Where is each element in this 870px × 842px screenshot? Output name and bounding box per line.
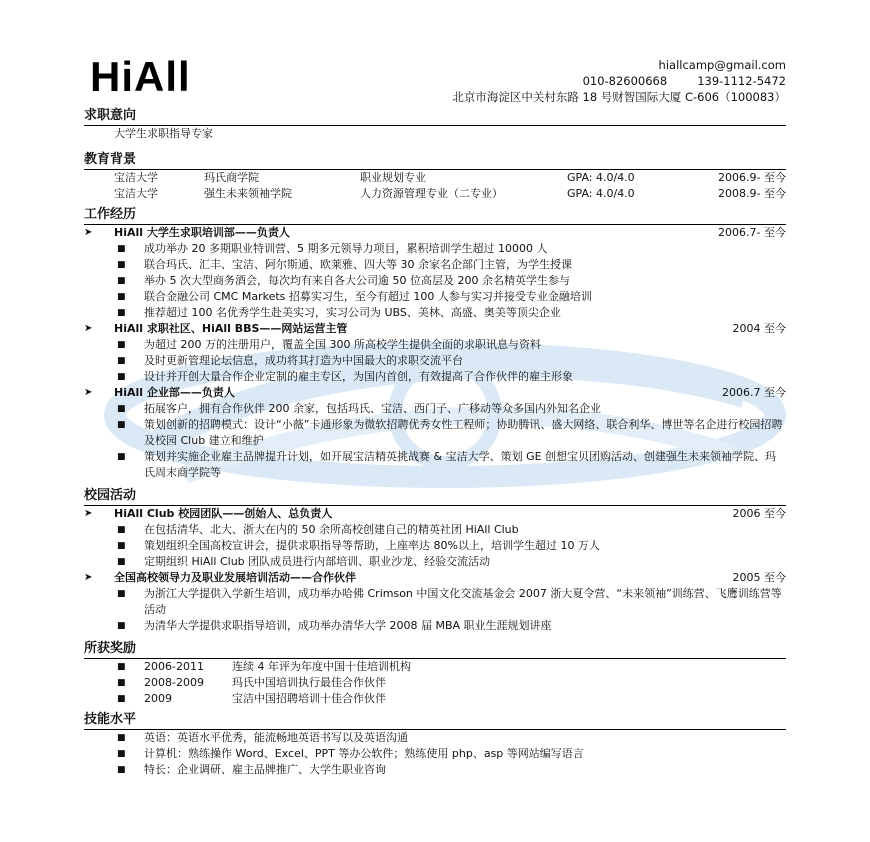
gpa: GPA: 4.0/4.0	[567, 171, 635, 184]
award-row	[84, 659, 786, 675]
phone-mobile: 139-1112-5472	[697, 74, 786, 88]
bullet-dot-icon: ■	[117, 525, 126, 535]
bullet-dot-icon: ■	[117, 260, 126, 270]
list-item	[84, 762, 786, 778]
bullet-dot-icon: ■	[117, 733, 126, 743]
skills-section	[84, 711, 786, 778]
contact-address: 北京市海淀区中关村东路 18 号财智国际大厦 C-606（100083）	[452, 90, 786, 104]
education-row	[84, 186, 786, 202]
phone-office: 010-82600668	[582, 74, 668, 88]
list-item	[84, 586, 786, 618]
campus-section	[84, 487, 786, 634]
item-text: 策划并实施企业雇主品牌提升计划，如开展宝洁精英挑战赛 & 宝洁大学、策划 GE 创想宝贝团购活动、创建强生未来领袖学院、玛氏周末商学院等	[144, 450, 777, 479]
arrow-right-icon: ➤	[84, 508, 93, 519]
education-row	[84, 170, 786, 186]
list-item	[84, 289, 786, 305]
major: 人力资源管理专业（二专业）	[360, 187, 503, 200]
award-row	[84, 691, 786, 707]
list-item	[84, 241, 786, 257]
list-item	[84, 746, 786, 762]
objective-section	[84, 107, 786, 142]
section-title: 教育背景	[84, 151, 786, 170]
list-item	[84, 305, 786, 321]
bullet-dot-icon: ■	[117, 589, 126, 599]
award-years: 2006-2011	[144, 660, 204, 673]
work-section	[84, 206, 786, 481]
bullet-dot-icon: ■	[117, 404, 126, 414]
job-heading	[84, 570, 786, 586]
education-section	[84, 151, 786, 202]
list-item	[84, 449, 786, 481]
job-date: 2006.7 至今	[722, 386, 786, 399]
bullet-dot-icon: ■	[117, 452, 126, 462]
item-text: 特长：企业调研、雇主品牌推广、大学生职业咨询	[144, 763, 386, 776]
award-years: 2008-2009	[144, 676, 204, 689]
job-date: 2004 至今	[732, 322, 786, 335]
bullet-dot-icon: ■	[117, 292, 126, 302]
list-item	[84, 538, 786, 554]
school: 宝洁大学	[114, 171, 158, 184]
logo: HiAll	[90, 53, 191, 100]
job-title: HiAll 求职社区、HiAll BBS——网站运营主管	[114, 322, 348, 335]
bullet-dot-icon: ■	[117, 662, 126, 672]
job-date: 2006 至今	[732, 507, 786, 520]
list-item	[84, 554, 786, 570]
item-text: 成功举办 20 多期职业特训营、5 期多元领导力项目，累积培训学生超过 10000 人	[144, 242, 548, 255]
award-text: 玛氏中国培训执行最佳合作伙伴	[232, 676, 386, 689]
college: 强生未来领袖学院	[204, 187, 292, 200]
job-heading	[84, 321, 786, 337]
bullet-dot-icon: ■	[117, 244, 126, 254]
item-text: 策划创新的招聘模式：设计“小薇”卡通形象为微软招聘优秀女性工程师；协助腾讯、盛大网络、联合利华、博世等名企进行校园招聘及校园 Club 建立和维护	[144, 418, 783, 447]
bullet-dot-icon: ■	[117, 694, 126, 704]
item-text: 联合金融公司 CMC Markets 招募实习生，至今有超过 100 人参与实习并接受专业金融培训	[144, 290, 592, 303]
item-text: 为清华大学提供求职指导培训，成功举办清华大学 2008 届 MBA 职业生涯规划讲座	[144, 619, 552, 632]
job-heading	[84, 225, 786, 241]
section-title: 求职意向	[84, 107, 786, 126]
bullet-dot-icon: ■	[117, 372, 126, 382]
section-title: 校园活动	[84, 487, 786, 506]
job-title: HiAll Club 校园团队——创始人、总负责人	[114, 507, 333, 520]
bullet-dot-icon: ■	[117, 276, 126, 286]
item-text: 推荐超过 100 名优秀学生赴美实习，实习公司为 UBS、美林、高盛、奥美等顶尖企业	[144, 306, 561, 319]
item-text: 在包括清华、北大、浙大在内的 50 余所高校创建自己的精英社团 HiAll Club	[144, 523, 519, 536]
award-text: 宝洁中国招聘培训十佳合作伙伴	[232, 692, 386, 705]
job-date: 2006.7- 至今	[718, 226, 786, 239]
section-title: 所获奖励	[84, 640, 786, 659]
section-title: 技能水平	[84, 711, 786, 730]
date: 2006.9- 至今	[718, 171, 786, 184]
date: 2008.9- 至今	[718, 187, 786, 200]
award-text: 连续 4 年评为年度中国十佳培训机构	[232, 660, 411, 673]
arrow-right-icon: ➤	[84, 323, 93, 334]
list-item	[84, 401, 786, 417]
list-item	[84, 353, 786, 369]
bullet-dot-icon: ■	[117, 541, 126, 551]
list-item	[84, 417, 786, 449]
item-text: 为超过 200 万的注册用户，覆盖全国 300 所高校学生提供全面的求职讯息与资料	[144, 338, 541, 351]
item-text: 策划组织全国高校宣讲会，提供求职指导等帮助，上座率达 80%以上，培训学生超过 10 万人	[144, 539, 600, 552]
list-item	[84, 618, 786, 634]
objective-text: 大学生求职指导专家	[114, 127, 213, 140]
college: 玛氏商学院	[204, 171, 259, 184]
bullet-dot-icon: ■	[117, 308, 126, 318]
bullet-dot-icon: ■	[117, 356, 126, 366]
job-title: 全国高校领导力及职业发展培训活动——合作伙伴	[114, 571, 356, 584]
arrow-right-icon: ➤	[84, 387, 93, 398]
list-item	[84, 730, 786, 746]
item-text: 举办 5 次大型商务酒会，每次均有来自各大公司逾 50 位高层及 200 余名精英学生参与	[144, 274, 570, 287]
list-item	[84, 273, 786, 289]
bullet-dot-icon: ■	[117, 557, 126, 567]
bullet-dot-icon: ■	[117, 765, 126, 775]
item-text: 联合玛氏、汇丰、宝洁、阿尔斯通、欧莱雅、四大等 30 余家名企部门主管，为学生授课	[144, 258, 572, 271]
item-text: 设计并开创大量合作企业定制的雇主专区，为国内首创，有效提高了合作伙伴的雇主形象	[144, 370, 573, 383]
item-text: 拓展客户，拥有合作伙伴 200 余家，包括玛氏、宝洁、西门子、广移动等众多国内外知名企业	[144, 402, 601, 415]
section-title: 工作经历	[84, 206, 786, 225]
award-years: 2009	[144, 692, 172, 705]
list-item	[84, 369, 786, 385]
item-text: 英语：英语水平优秀，能流畅地英语书写以及英语沟通	[144, 731, 408, 744]
item-text: 定期组织 HiAll Club 团队成员进行内部培训、职业沙龙、经验交流活动	[144, 555, 491, 568]
job-heading	[84, 385, 786, 401]
item-text: 及时更新管理论坛信息，成功将其打造为中国最大的求职交流平台	[144, 354, 463, 367]
awards-section	[84, 640, 786, 707]
gpa: GPA: 4.0/4.0	[567, 187, 635, 200]
contact-email[interactable]: hiallcamp@gmail.com	[658, 58, 786, 72]
list-item	[84, 522, 786, 538]
arrow-right-icon: ➤	[84, 572, 93, 583]
bullet-dot-icon: ■	[117, 749, 126, 759]
bullet-dot-icon: ■	[117, 420, 126, 430]
job-title: HiAll 大学生求职培训部——负责人	[114, 226, 290, 239]
list-item	[84, 257, 786, 273]
bullet-dot-icon: ■	[117, 678, 126, 688]
list-item	[84, 337, 786, 353]
school: 宝洁大学	[114, 187, 158, 200]
item-text: 为浙江大学提供入学新生培训，成功举办哈佛 Crimson 中国文化交流基金会 2007 浙大夏令营、“未来领袖”训练营、飞鹰训练营等活动	[144, 587, 782, 616]
job-date: 2005 至今	[732, 571, 786, 584]
bullet-dot-icon: ■	[117, 340, 126, 350]
job-title: HiAll 企业部——负责人	[114, 386, 235, 399]
arrow-right-icon: ➤	[84, 227, 93, 238]
bullet-dot-icon: ■	[117, 621, 126, 631]
contact-phones	[583, 73, 786, 89]
job-heading	[84, 506, 786, 522]
major: 职业规划专业	[360, 171, 426, 184]
award-row	[84, 675, 786, 691]
item-text: 计算机：熟练操作 Word、Excel、PPT 等办公软件；熟练使用 php、asp 等网站编写语言	[144, 747, 584, 760]
